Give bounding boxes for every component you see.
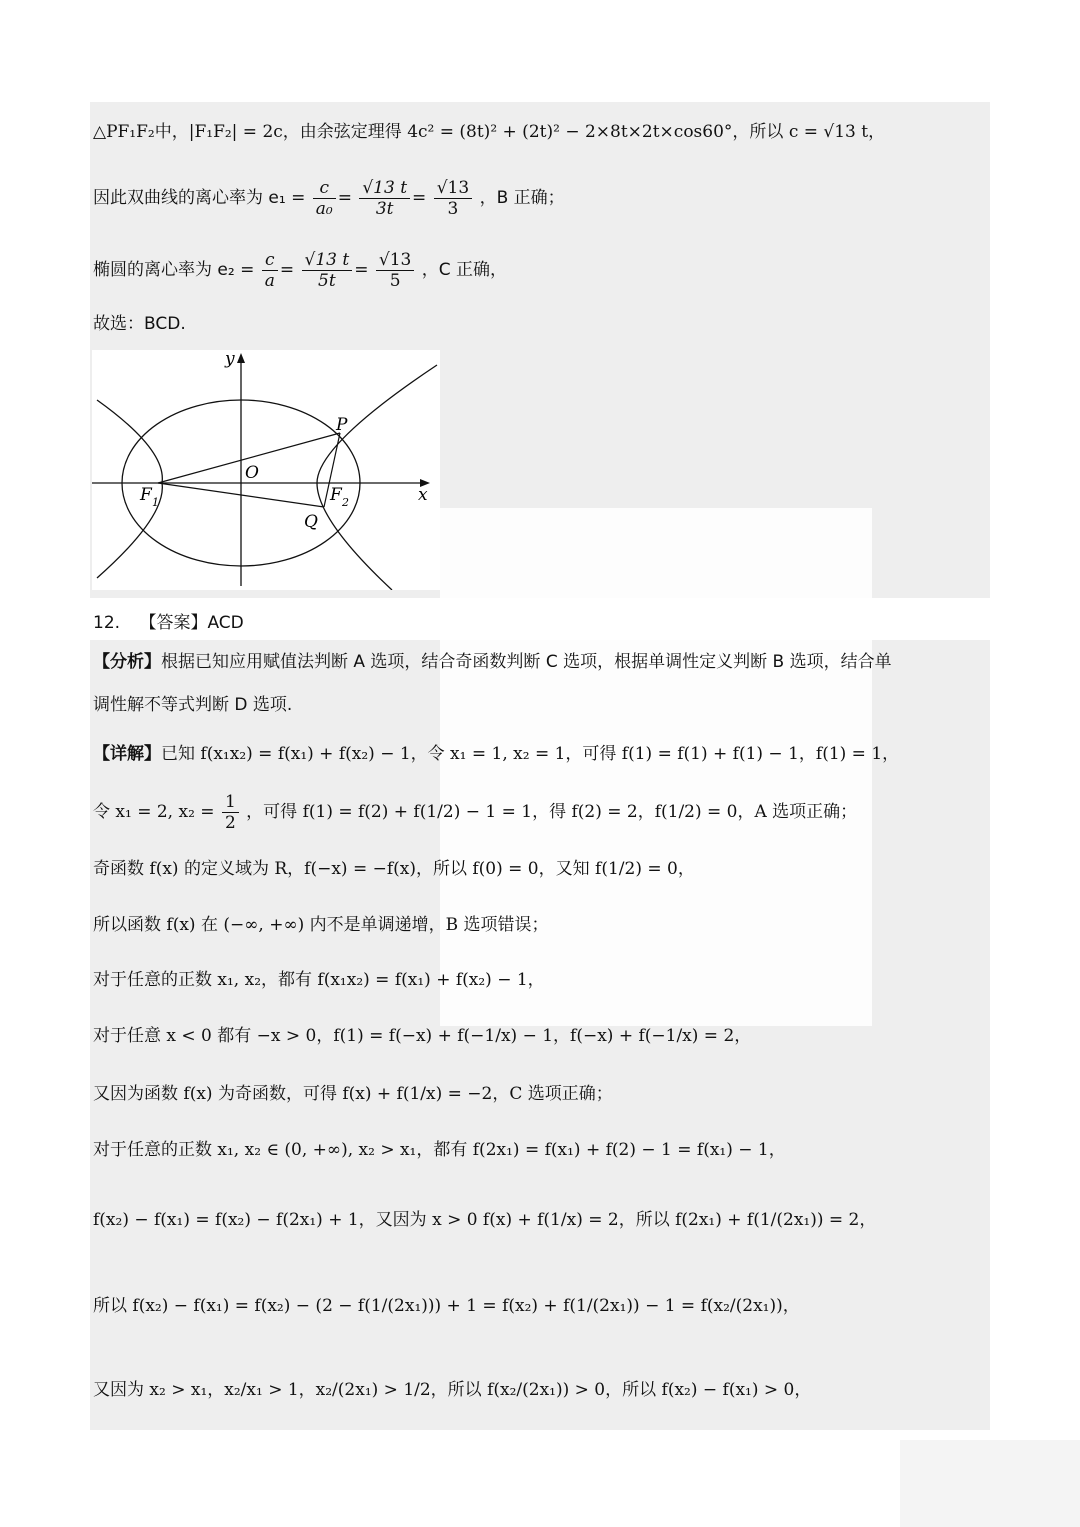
fraction: $\frac{c}{\text{a₀}}$ [313,178,336,219]
cosine-law-line: △PF₁F₂中，|F₁F₂| = 2c，由余弦定理得 4c² = (8t)² + (2t)² − 2×8t×2t×cos60°，所以 c = √13 t， [93,122,886,142]
detail-line-7: 又因为函数 f(x) 为奇函数，可得 f(x) + f(1/x) = −2，C 选项正确； [93,1084,613,1104]
answer-label: 【答案】 [139,613,208,633]
fraction: $\frac{c}{a}$ [262,250,278,291]
origin-label: O [245,463,259,483]
detail-line-5: 对于任意的正数 x₁, x₂，都有 f(x₁x₂) = f(x₁) + f(x₂) − 1， [93,970,545,990]
detail-line-10: 所以 f(x₂) − f(x₁) = f(x₂) − (2 − f(1/(2x₁))) + 1 = f(x₂) + f(1/(2x₁)) − 1 = f(x₂/(2x₁))， [93,1296,800,1316]
answer-line [93,608,244,633]
overlay-fade [440,508,872,598]
point-q-label: Q [304,512,318,532]
x-axis-label: x [418,485,428,505]
conic-figure [92,350,440,590]
point-p-label: P [336,415,348,435]
figure-background [92,350,440,590]
focus-f2-label: F [330,485,342,505]
detail-line-9: f(x₂) − f(x₁) = f(x₂) − f(2x₁) + 1，又因为 x > 0 f(x) + f(1/x) = 2，所以 f(2x₁) + f(1/(2x₁)) = 2， [93,1210,877,1230]
detail-line-4: 所以函数 f(x) 在 (−∞, +∞) 内不是单调递增，B 选项错误； [93,915,549,935]
analysis-line-2: 调性解不等式判断 D 选项. [93,695,293,715]
focus-f1-label: F [140,485,152,505]
focus-f1-subscript: 1 [152,496,159,509]
fraction: $\frac{1}{2}$ [222,792,239,833]
detail-line-11: 又因为 x₂ > x₁，x₂/x₁ > 1，x₂/(2x₁) > 1/2，所以 f(x₂/(2x₁)) > 0，所以 f(x₂) − f(x₁) > 0， [93,1380,812,1400]
ellipse-eccentricity-line: 椭圆的离心率为 e₂ = $\frac{c}{a}$ = $\frac{√13 t}{5t}$ = $\frac{√13}{5}$ ，C 正确， [93,250,508,291]
y-axis-label: y [225,350,235,369]
fraction: $\frac{√13}{3}$ [434,178,472,219]
focus-f2-subscript: 2 [342,496,349,509]
conclusion-line: 故选：BCD. [93,314,186,334]
hyperbola-eccentricity-line: 因此双曲线的离心率为 e₁ = $\frac{c}{\text{a₀}}$ = $\frac{√13 t}{3t}$ = $\frac{√13}{3}$ ，B 正确； [93,178,565,219]
fraction: $\frac{√13 t}{5t}$ [302,250,353,291]
question-number: 12. [93,613,121,633]
detail-line-3: 奇函数 f(x) 的定义域为 R，f(−x) = −f(x)，所以 f(0) = 0，又知 f(1/2) = 0， [93,859,695,879]
answer-value: ACD [207,613,244,633]
fraction: $\frac{√13}{5}$ [376,250,414,291]
analysis-line-1: 【分析】根据已知应用赋值法判断 A 选项，结合奇函数判断 C 选项，根据单调性定义判断 B 选项，结合单 [93,652,892,672]
detail-line-6: 对于任意 x < 0 都有 −x > 0，f(1) = f(−x) + f(−1/x) − 1，f(−x) + f(−1/x) = 2， [93,1026,752,1046]
detail-line-2: 令 x₁ = 2, x₂ = $\frac{1}{2}$ ，可得 f(1) = f(2) + f(1/2) − 1 = 1，得 f(2) = 2，f(1/2) = 0，A 选项正确； [93,792,858,833]
fraction: $\frac{√13 t}{3t}$ [359,178,410,219]
detail-line-8: 对于任意的正数 x₁, x₂ ∈ (0, +∞), x₂ > x₁，都有 f(2x₁) = f(x₁) + f(2) − 1 = f(x₁) − 1， [93,1140,786,1160]
page-corner-shade [900,1440,1080,1527]
detail-line-1: 【详解】已知 f(x₁x₂) = f(x₁) + f(x₂) − 1，令 x₁ = 1, x₂ = 1，可得 f(1) = f(1) + f(1) − 1，f(1) = 1， [93,744,900,764]
